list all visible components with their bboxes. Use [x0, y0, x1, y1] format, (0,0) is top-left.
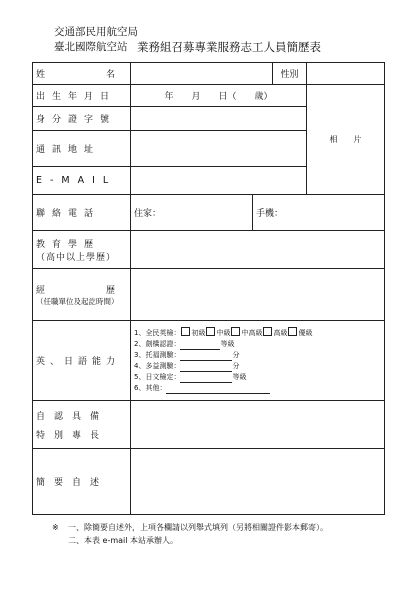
- lang-gept-line: 1、全民英檢： 初級 中級 中高級 高級 優級: [134, 329, 313, 337]
- summary-label: 簡 要 自 述: [33, 449, 131, 515]
- japanese-input[interactable]: [180, 374, 232, 383]
- birth-label: 出生年月日: [33, 85, 131, 107]
- toefl-input[interactable]: [180, 352, 232, 361]
- checkbox-advanced[interactable]: [263, 327, 272, 336]
- photo-label: 相 片: [329, 135, 362, 144]
- home-phone-field[interactable]: [131, 195, 253, 231]
- checkbox-superior[interactable]: [288, 327, 297, 336]
- note-1: 一、除簡要自述外，上項各欄請以列舉式填列（另將相關證件影本郵寄）。: [68, 523, 328, 532]
- other-language-input[interactable]: [166, 385, 270, 394]
- special-skills-field[interactable]: [131, 401, 385, 449]
- id-number-label: 身分證字號: [33, 107, 131, 131]
- home-phone-label: 住家：: [134, 209, 162, 219]
- checkbox-high-intermediate[interactable]: [231, 327, 240, 336]
- lang-toefl-line: 3、托福測驗： 分: [134, 351, 240, 359]
- language-label: 英、日語能力: [33, 321, 131, 401]
- form-title: 業務組召募專業服務志工人員簡歷表: [137, 40, 321, 54]
- experience-field[interactable]: [131, 269, 385, 321]
- mobile-phone-label: 手機：: [256, 209, 284, 219]
- language-field: [131, 321, 385, 401]
- cambridge-input[interactable]: [180, 341, 220, 350]
- lang-cambridge-line: 2、劍橋認證： 等級: [134, 340, 235, 348]
- checkbox-intermediate[interactable]: [206, 327, 215, 336]
- email-label: E-MAIL: [33, 167, 131, 195]
- id-number-field[interactable]: [131, 107, 307, 131]
- gender-field[interactable]: [307, 63, 385, 85]
- address-label: 通訊地址: [33, 131, 131, 167]
- experience-label: 經 歷 （任職單位及起訖時間）: [33, 269, 131, 321]
- education-label: 教育學歷 （高中以上學歷）: [33, 231, 131, 269]
- mobile-phone-field[interactable]: [253, 195, 385, 231]
- org-name-line1: 交通部民用航空局: [54, 26, 138, 38]
- birth-field[interactable]: 年 月 日（ 歲）: [131, 85, 307, 107]
- summary-field[interactable]: [131, 449, 385, 515]
- name-field[interactable]: [131, 63, 273, 85]
- resume-form-table: [32, 62, 385, 515]
- lang-japanese-line: 5、日文檢定： 等級: [134, 373, 247, 381]
- photo-box: [307, 85, 385, 195]
- address-field[interactable]: [131, 131, 307, 167]
- lang-other-line: 6、其他：: [134, 383, 381, 394]
- toeic-input[interactable]: [180, 363, 232, 372]
- gender-label: 性別: [273, 63, 307, 85]
- org-name-line2: 臺北國際航空站: [54, 41, 128, 53]
- special-skills-label: 自 認 具 備 特 別 專 長: [33, 401, 131, 449]
- lang-toeic-line: 4、多益測驗： 分: [134, 362, 240, 370]
- education-field[interactable]: [131, 231, 385, 269]
- email-field[interactable]: [131, 167, 307, 195]
- note-2: 二、本表 e-mail 本站承辦人。: [68, 536, 179, 545]
- checkbox-basic[interactable]: [181, 327, 190, 336]
- phone-label: 聯絡電話: [33, 195, 131, 231]
- note-mark: ※: [52, 523, 59, 532]
- name-label: 姓 名: [33, 63, 131, 85]
